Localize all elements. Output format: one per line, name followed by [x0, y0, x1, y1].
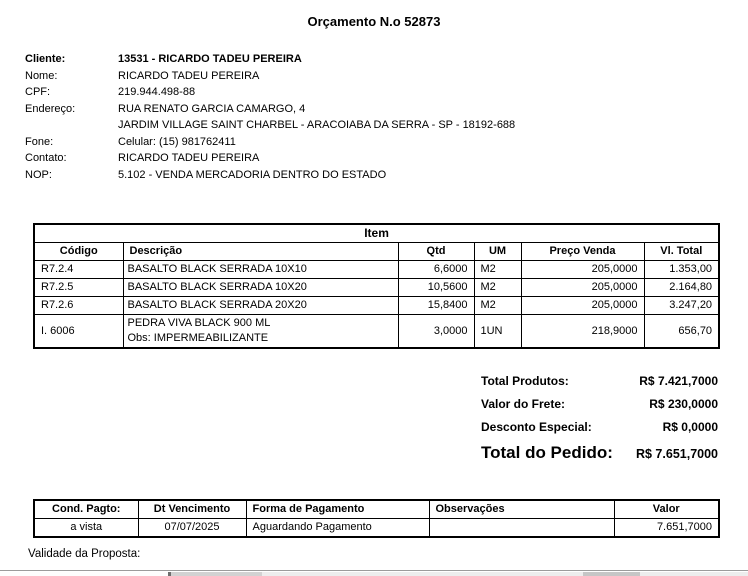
- totals-row-value: R$ 0,0000: [662, 420, 718, 434]
- client-info: [25, 51, 728, 183]
- item-codigo: R7.2.6: [34, 297, 123, 315]
- item-vl-total: 1.353,00: [644, 261, 719, 279]
- payment-table-row: [34, 519, 719, 538]
- item-um: M2: [474, 279, 521, 297]
- payment-observacoes: [429, 519, 614, 538]
- client-field-label: NOP:: [25, 168, 52, 181]
- totals-row: [481, 374, 718, 388]
- payment-dt-vencimento: 07/07/2025: [138, 519, 246, 538]
- payment-table-body: [34, 519, 719, 538]
- client-field-label: Contato:: [25, 152, 67, 164]
- client-field-value: 13531 - RICARDO TADEU PEREIRA: [118, 53, 302, 65]
- col-header-qtd: Qtd: [398, 243, 474, 261]
- item-vl-total: 3.247,20: [644, 297, 719, 315]
- item-descricao: [123, 279, 398, 297]
- item-codigo: R7.2.4: [34, 261, 123, 279]
- item-descricao: [123, 315, 398, 349]
- client-field-value: RICARDO TADEU PEREIRA: [118, 69, 260, 82]
- client-field-value: 5.102 - VENDA MERCADORIA DENTRO DO ESTADO: [118, 168, 387, 181]
- item-descricao-text: PEDRA VIVA BLACK 900 ML: [127, 317, 271, 329]
- item-table-caption: Item: [34, 224, 719, 243]
- col-header-vl-total: Vl. Total: [644, 243, 719, 261]
- item-table-caption-row: [34, 224, 719, 243]
- item-descricao: [123, 297, 398, 315]
- client-field-label: Nome:: [25, 69, 58, 82]
- item-um: 1UN: [474, 315, 521, 349]
- client-info-row: [25, 117, 728, 134]
- partial-next-table-edge: [0, 570, 748, 576]
- client-field-value: 219.944.498-88: [118, 86, 196, 98]
- item-um: M2: [474, 297, 521, 315]
- item-table-row: [34, 297, 719, 315]
- item-table-header-row: [34, 243, 719, 261]
- col-header-dt-vencimento: Dt Vencimento: [138, 500, 246, 519]
- totals-row-value: R$ 230,0000: [649, 397, 718, 411]
- totals-section: [481, 374, 718, 463]
- item-descricao-text: BASALTO BLACK SERRADA 10X10: [127, 263, 307, 275]
- client-field-label: Cliente:: [25, 53, 66, 65]
- item-descricao-text: BASALTO BLACK SERRADA 20X20: [127, 299, 307, 311]
- client-info-row: [25, 68, 728, 85]
- client-info-row: [25, 167, 728, 184]
- item-preco-venda: 205,0000: [521, 297, 644, 315]
- item-qtd: 15,8400: [398, 297, 474, 315]
- client-info-row: [25, 84, 728, 101]
- payment-cond-pagto: a vista: [34, 519, 138, 538]
- item-table-row: [34, 315, 719, 349]
- item-obs-text: Obs: IMPERMEABILIZANTE: [127, 332, 269, 344]
- item-qtd: 6,6000: [398, 261, 474, 279]
- col-header-codigo: Código: [34, 243, 123, 261]
- item-vl-total: 656,70: [644, 315, 719, 349]
- item-codigo: I. 6006: [34, 315, 123, 349]
- item-table-body: [34, 261, 719, 349]
- col-header-cond-pagto: Cond. Pagto:: [34, 500, 138, 519]
- payment-table: [33, 499, 720, 538]
- item-descricao: [123, 261, 398, 279]
- client-field-value: JARDIM VILLAGE SAINT CHARBEL - ARACOIABA DA SERRA - SP - 18192-688: [118, 119, 516, 131]
- grand-total-value: R$ 7.651,7000: [635, 447, 718, 461]
- client-info-row: [25, 101, 728, 118]
- totals-rows: [481, 374, 718, 434]
- client-field-value: RICARDO TADEU PEREIRA: [118, 152, 260, 164]
- totals-row: [481, 397, 718, 411]
- partial-table-cell: [640, 572, 748, 576]
- col-header-descricao: Descrição: [123, 243, 398, 261]
- document-title: Orçamento N.o 52873: [307, 14, 441, 29]
- totals-row-label: Valor do Frete:: [481, 397, 566, 411]
- partial-table-cell: [262, 572, 583, 576]
- client-info-row: [25, 51, 728, 68]
- client-field-value: RUA RENATO GARCIA CAMARGO, 4: [118, 102, 306, 115]
- client-field-label: CPF:: [25, 86, 51, 98]
- item-table-row: [34, 261, 719, 279]
- payment-forma-pagamento: Aguardando Pagamento: [246, 519, 429, 538]
- item-descricao-text: BASALTO BLACK SERRADA 10X20: [127, 281, 307, 293]
- grand-total-label: Total do Pedido:: [481, 443, 613, 462]
- item-vl-total: 2.164,80: [644, 279, 719, 297]
- totals-row-value: R$ 7.421,7000: [639, 374, 718, 388]
- item-preco-venda: 205,0000: [521, 279, 644, 297]
- item-table-row: [34, 279, 719, 297]
- item-preco-venda: 218,9000: [521, 315, 644, 349]
- payment-valor: 7.651,7000: [614, 519, 719, 538]
- client-field-label: Endereço:: [25, 102, 76, 115]
- client-info-row: [25, 134, 728, 151]
- validity-label: Validade da Proposta:: [28, 548, 141, 560]
- item-qtd: 3,0000: [398, 315, 474, 349]
- item-codigo: R7.2.5: [34, 279, 123, 297]
- item-um: M2: [474, 261, 521, 279]
- client-field-label: Fone:: [25, 135, 54, 148]
- item-table: [33, 223, 720, 349]
- item-preco-venda: 205,0000: [521, 261, 644, 279]
- col-header-observacoes: Observações: [429, 500, 614, 519]
- totals-row-label: Total Produtos:: [481, 374, 569, 388]
- col-header-forma-pagamento: Forma de Pagamento: [246, 500, 429, 519]
- partial-table-cell: [583, 572, 640, 576]
- totals-row-label: Desconto Especial:: [481, 420, 592, 434]
- partial-table-cell: [0, 572, 168, 576]
- item-qtd: 10,5600: [398, 279, 474, 297]
- client-field-value: Celular: (15) 981762411: [118, 135, 236, 148]
- client-info-row: [25, 150, 728, 167]
- payment-table-header-row: [34, 500, 719, 519]
- client-field-label: [25, 117, 118, 134]
- col-header-preco-venda: Preço Venda: [521, 243, 644, 261]
- partial-table-cell: [171, 572, 262, 576]
- col-header-um: UM: [474, 243, 521, 261]
- col-header-valor: Valor: [614, 500, 719, 519]
- totals-row: [481, 420, 718, 434]
- grand-total-row: [481, 443, 718, 463]
